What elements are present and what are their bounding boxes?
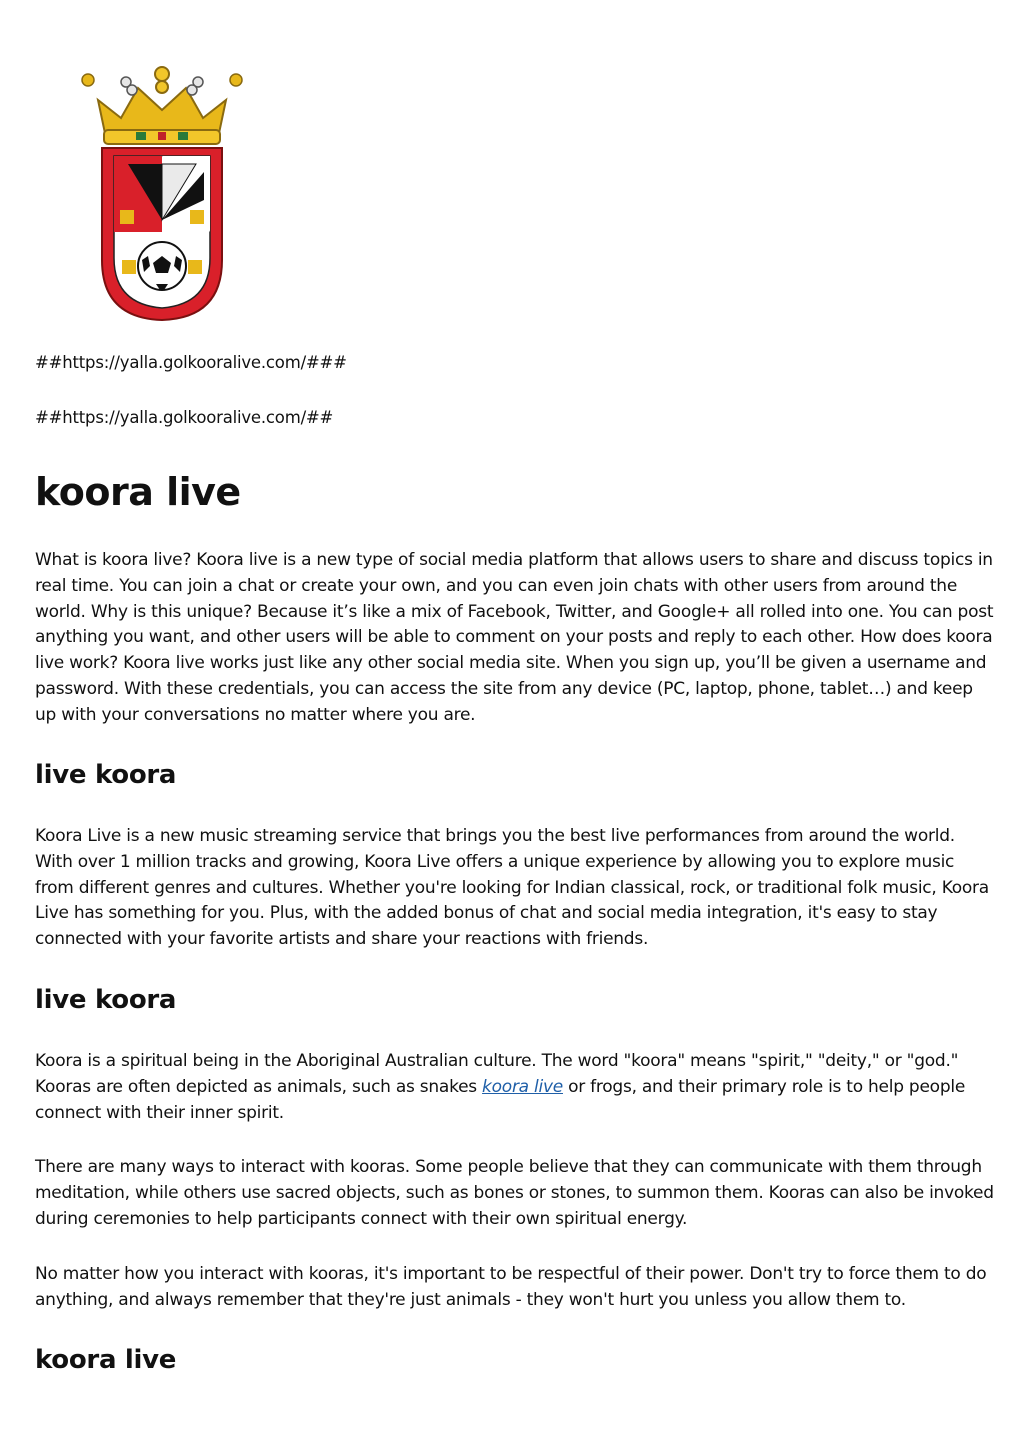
football-icon: [138, 242, 186, 290]
shield-icon: [102, 148, 222, 320]
spirit-text-after: or frogs, and their primary role is to help people connect with their inner spirit.: [35, 1076, 966, 1123]
url-text-2: ##https://yalla.golkooralive.com/##: [35, 408, 334, 427]
section-heading-live-koora-1: live koora: [35, 760, 177, 790]
crown-icon: [82, 67, 242, 144]
koora-live-link[interactable]: koora live: [482, 1076, 563, 1097]
page-title: koora live: [35, 470, 241, 514]
section-heading-live-koora-2: live koora: [35, 985, 177, 1015]
respect-paragraph: No matter how you interact with kooras, it's important to be respectful of their power. Don't try to force them to do anything, and always remember that they're just animals - they won't hurt you unless you allow them to.: [35, 1264, 987, 1310]
club-crest-logo: [76, 60, 248, 322]
intro-paragraph: What is koora live? Koora live is a new type of social media platform that allows users to share and discuss topics in real time. You can join a chat or create your own, and you can even join chats with other users from around the world. Why is this unique? Because it’s like a mix of Facebook, Twitter, and Google+ all rolled into one. You can post anything you want, and other users will be able to comment on your posts and reply to each other. How does koora live work? Koora live works just like any other social media site. When you sign up, you’ll be given a username and password. With these credentials, you can access the site from any device (PC, laptop, phone, tablet…) and keep up with your conversations no matter where you are.: [35, 550, 994, 725]
url-text-1: ##https://yalla.golkooralive.com/###: [35, 353, 347, 372]
spirit-paragraph: [35, 1049, 995, 1126]
spirit-text-before: Koora is a spiritual being in the Aboriginal Australian culture. The word "koora" means "spirit," "deity," or "god." Kooras are often depicted as animals, such as snakes: [35, 1051, 959, 1097]
music-paragraph: Koora Live is a new music streaming service that brings you the best live performances from around the world. With over 1 million tracks and growing, Koora Live offers a unique experience by allowing you to explore music from different genres and cultures. Whether you're looking for Indian classical, rock, or traditional folk music, Koora Live has something for you. Plus, with the added bonus of chat and social media integration, it's easy to stay connected with your favorite artists and share your reactions with friends.: [35, 826, 989, 950]
interact-paragraph: There are many ways to interact with kooras. Some people believe that they can communicate with them through meditation, while others use sacred objects, such as bones or stones, to summon them. Kooras can also be invoked during ceremonies to help participants connect with their own spiritual energy.: [35, 1157, 994, 1229]
section-heading-koora-live: koora live: [35, 1345, 177, 1375]
